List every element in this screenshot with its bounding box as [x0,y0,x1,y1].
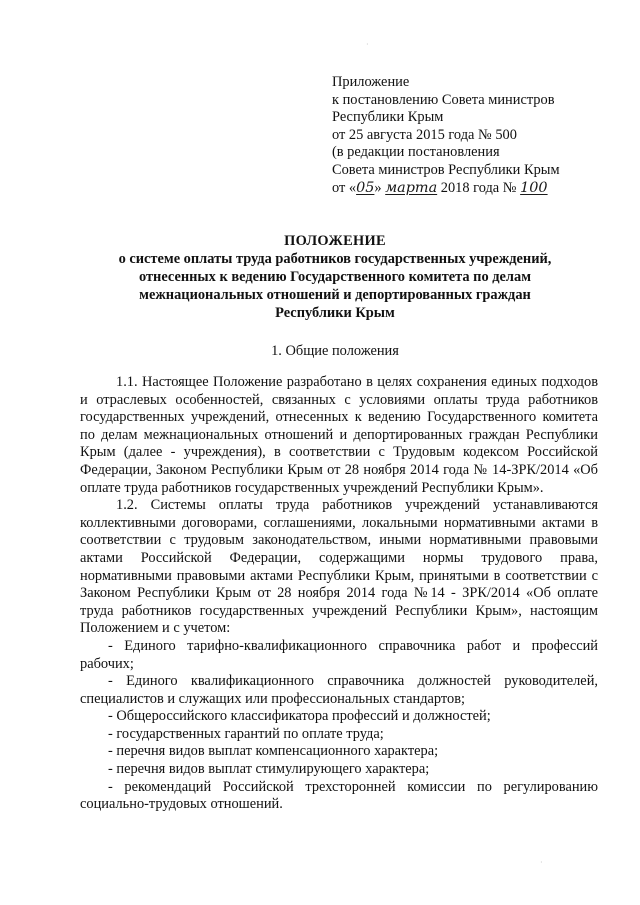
title-line: о системе оплаты труда работников государственных учреждений, [118,251,552,267]
list-item: - перечня видов выплат компенсационного характера; [108,743,439,760]
handwritten-month: марта [385,179,438,196]
title-line: отнесенных к ведению Государственного комитета по делам [138,269,532,285]
paragraph-1-2: 1.2. Системы оплаты труда работников учреждений устанавливаются коллективными договорами, соглашениями, локальными нормативными актами в соответствии с трудовым законодательством, иными нормативными правовыми актами Российской Федерации, содержащими нормы трудового права, нормативными правовыми актами Республики Крым, принятыми в соответствии с Законом Республики Крым от 28 ноября 2014 года №14 - ЗРК/2014 «Об оплате труда работников государственных учреждений Республики Крым», настоящим Положением и с учетом: [80,497,598,637]
appendix-line: к постановлению Совета министров [332,91,555,108]
title-heading: ПОЛОЖЕНИЕ [284,233,386,249]
appendix-line: от 25 августа 2015 года № 500 [332,126,517,143]
list-item: - Единого тарифно-квалификационного справочника работ и профессий рабочих; [80,637,598,672]
list-item: - рекомендаций Российской трехсторонней комиссии по регулированию социально-трудовых отношений. [80,778,598,813]
section-heading: 1. Общие положения [271,343,399,359]
scan-speck: · [366,40,369,49]
appendix-line: Республики Крым [332,109,444,126]
document-title [70,232,600,322]
scan-speck: · [540,858,543,867]
title-line: Республики Крым [275,305,395,321]
document-body [80,374,598,814]
date-prefix: от « [332,179,357,196]
title-line: межнациональных отношений и депортированных граждан [139,287,531,303]
list-item: - перечня видов выплат стимулирующего характера; [108,761,430,778]
handwritten-number: 100 [520,179,548,196]
appendix-date-line: от «05» марта 2018 года № 100 [332,179,548,196]
paragraph-1-1: 1.1. Настоящее Положение разработано в целях сохранения единых подходов и отраслевых особенностей, связанных с условиями оплаты труда работников государственных учреждений, отнесенных к ведению Государственного комитета по делам межнациональных отношений и депортированных граждан Республики Крым (далее - учреждения), в соответствии с Трудовым кодексом Российской Федерации, Законом Республики Крым от 28 ноября 2014 года № 14-ЗРК/2014 «Об оплате труда работников государственных учреждений Республики Крым». [80,374,598,496]
handwritten-day: 05 [356,179,375,196]
appendix-line: (в редакции постановления [332,144,500,161]
list-item: - Единого квалификационного справочника должностей руководителей, специалистов и служащих или профессиональных стандартов; [80,673,598,707]
appendix-line: Совета министров Республики Крым [332,161,560,178]
date-year-number-label: 2018 года № [440,179,517,196]
appendix-block [332,74,632,197]
list-item: - государственных гарантий по оплате труда; [108,725,384,742]
list-item: - Общероссийского классификатора профессий и должностей; [108,708,491,725]
appendix-line: Приложение [332,74,410,90]
